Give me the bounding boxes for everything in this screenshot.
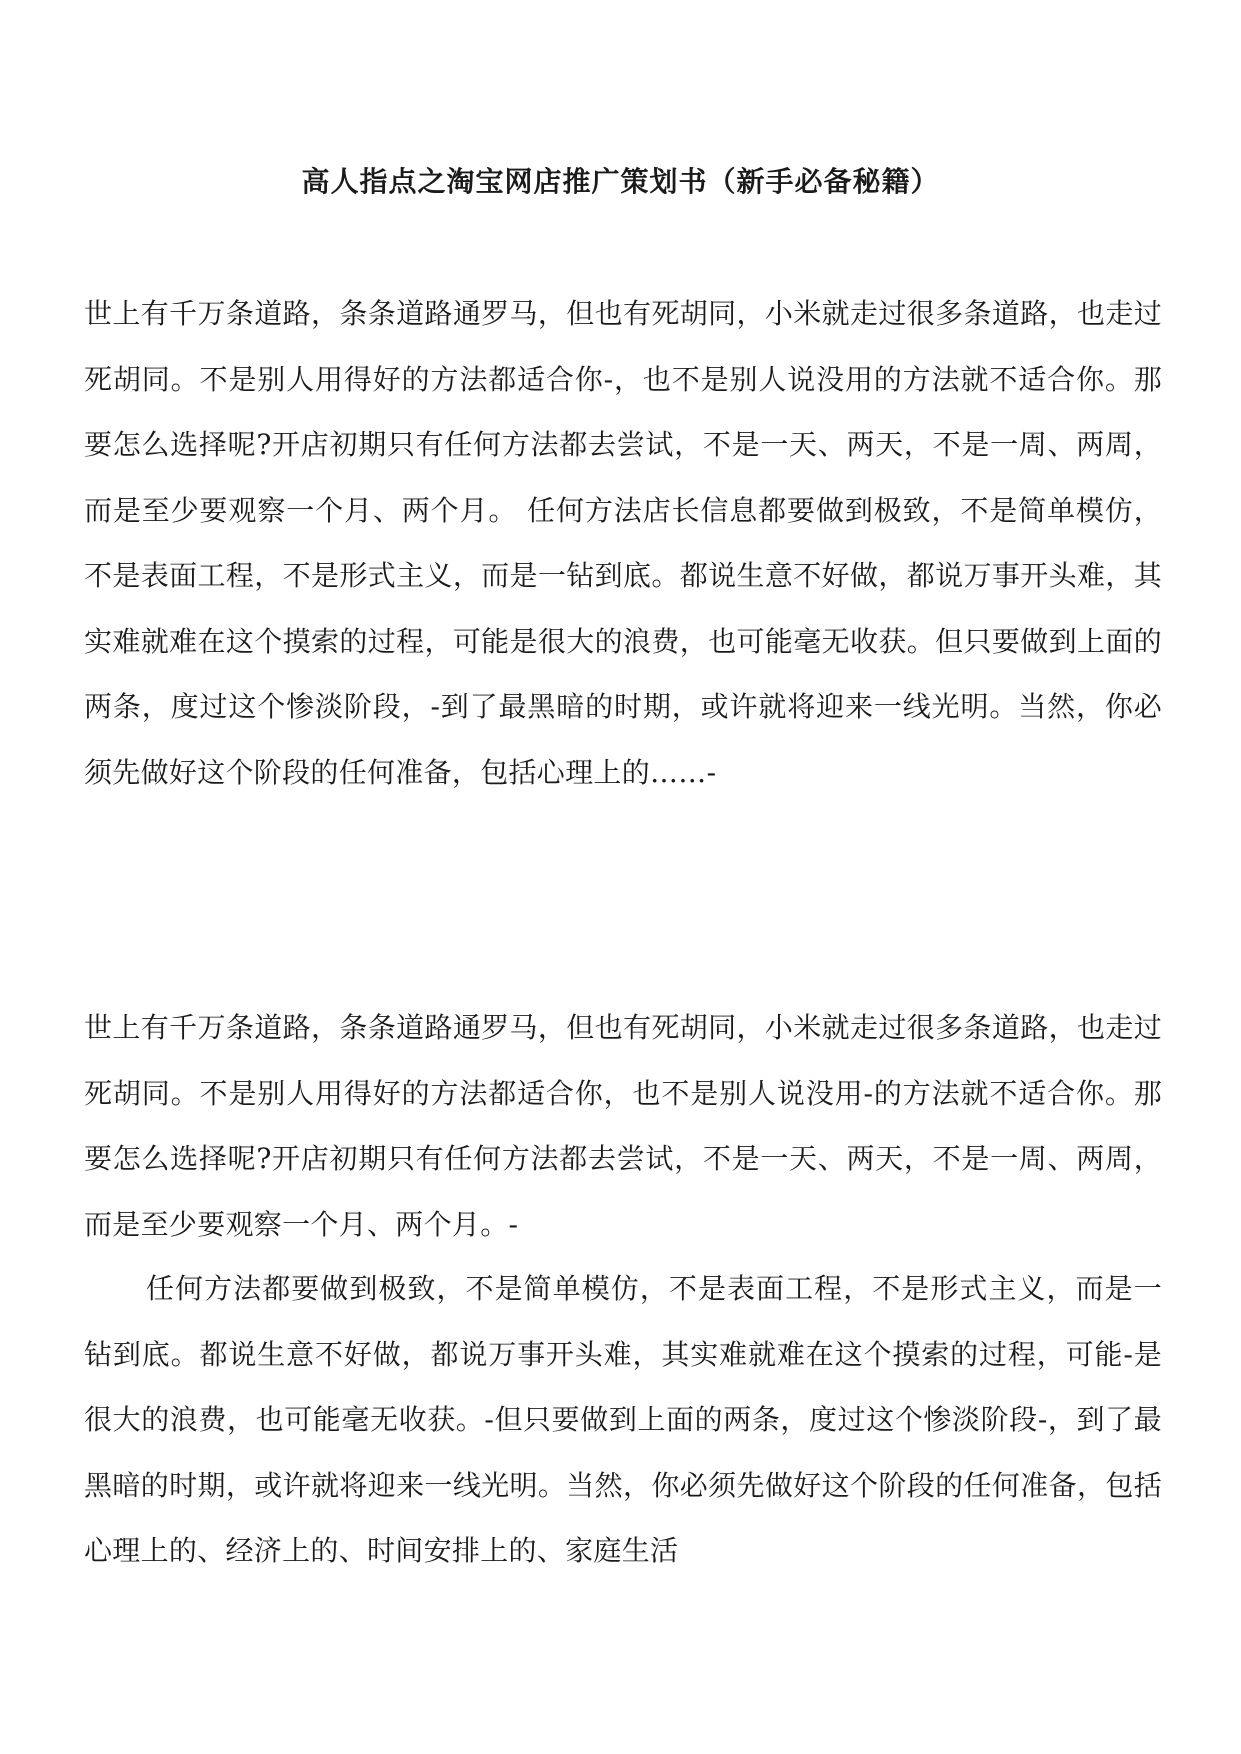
paragraph-3: 任何方法都要做到极致，不是简单模仿，不是表面工程，不是形式主义，而是一钻到底。都说生意不好做，都说万事开头难，其实难就难在这个摸索的过程，可能-是很大的浪费，也可能毫无收获。-但只要做到上面的两条，度过这个惨淡阶段-，到了最黑暗的时期，或许就将迎来一线光明。当然，你必须先做好这个阶段的任何准备，包括心理上的、经济上的、时间安排上的、家庭生活	[84, 1272, 1162, 1567]
paragraph-1: 世上有千万条道路，条条道路通罗马，但也有死胡同，小米就走过很多条道路，也走过死胡同。不是别人用得好的方法都适合你-，也不是别人说没用的方法就不适合你。那要怎么选择呢?开店初期只有任何方法都去尝试，不是一天、两天，不是一周、两周，而是至少要观察一个月、两个月。 任何方法店长信息都要做到极致，不是简单模仿，不是表面工程，不是形式主义，而是一钻到底。都说生意不好做，都说万事开头难，其实难就难在这个摸索的过程，可能是很大的浪费，也可能毫无收获。但只要做到上面的两条，度过这个惨淡阶段，-到了最黑暗的时期，或许就将迎来一线光明。当然，你必须先做好这个阶段的任何准备，包括心理上的……-	[84, 297, 1162, 789]
document-title: 高人指点之淘宝网店推广策划书（新手必备秘籍）	[301, 165, 940, 198]
paragraph-2: 世上有千万条道路，条条道路通罗马，但也有死胡同，小米就走过很多条道路，也走过死胡同。不是别人用得好的方法都适合你，也不是别人说没用-的方法就不适合你。那要怎么选择呢?开店初期只有任何方法都去尝试，不是一天、两天，不是一周、两周，而是至少要观察一个月、两个月。-	[84, 1011, 1162, 1241]
